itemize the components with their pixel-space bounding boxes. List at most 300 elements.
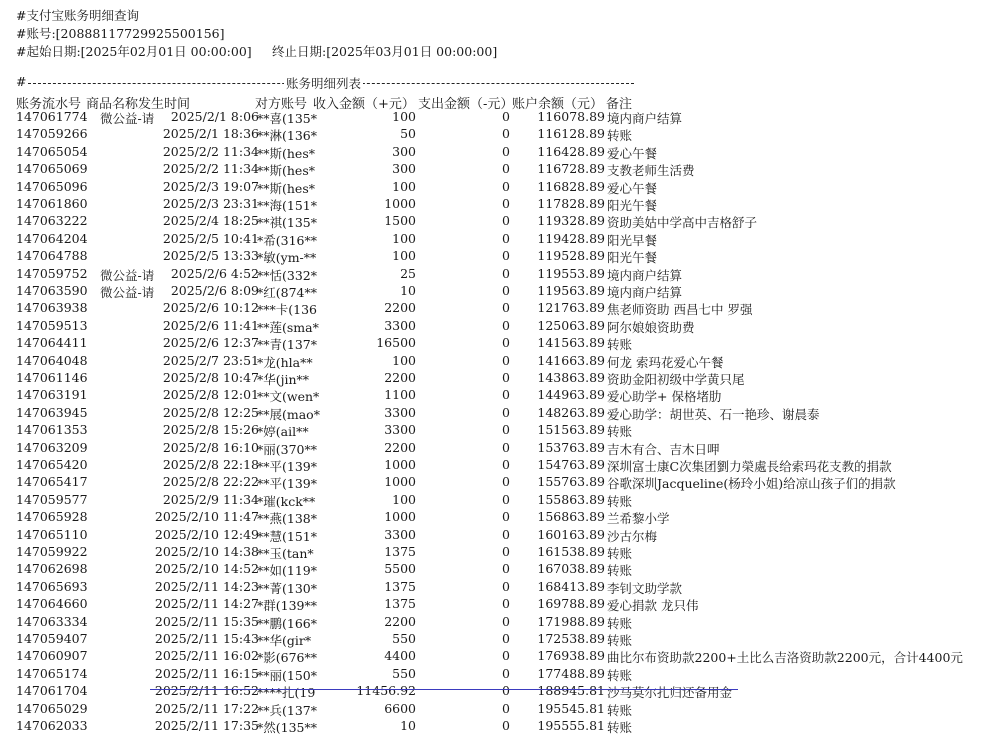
cell-time: 2025/2/6 12:37 — [162, 335, 259, 351]
cell-item: 微公益-请 — [100, 285, 155, 300]
cell-id: 147064788 — [16, 248, 88, 264]
separator-hash: # — [16, 74, 27, 89]
cell-time: 2025/2/10 14:38 — [154, 544, 259, 559]
table-row — [0, 596, 1000, 613]
cell-balance: 168413.89 — [537, 578, 605, 594]
cell-time: 2025/2/8 15:26 — [162, 422, 259, 438]
cell-note: 爱心捐款 龙只伟 — [607, 598, 699, 614]
cell-expense: 0 — [502, 143, 510, 159]
table-row — [0, 579, 1000, 596]
cell-note: 转账 — [607, 493, 633, 509]
table-row — [0, 266, 1000, 283]
cell-id: 147065069 — [16, 161, 88, 177]
cell-id: 147062033 — [16, 718, 88, 733]
col-header-id: 账务流水号 — [16, 97, 82, 112]
cell-id: 147062698 — [16, 561, 88, 577]
cell-income: 16500 — [376, 335, 416, 351]
cell-balance: 119528.89 — [537, 248, 605, 264]
table-row — [0, 440, 1000, 457]
cell-id: 147065054 — [16, 143, 88, 159]
table-row — [0, 353, 1000, 370]
cell-note: 转账 — [607, 667, 633, 683]
cell-time: 2025/2/5 10:41 — [162, 230, 259, 246]
table-row — [0, 509, 1000, 526]
cell-expense: 0 — [502, 126, 510, 142]
cell-note: 谷歌深圳Jacqueline(杨玲小姐)给凉山孩子们的捐款 — [607, 476, 896, 492]
cell-time: 2025/2/8 22:18 — [162, 457, 259, 472]
table-row — [0, 231, 1000, 248]
cell-time: 2025/2/11 16:02 — [154, 648, 259, 664]
cell-acct: **青(137* — [257, 337, 317, 353]
cell-income: 50 — [400, 126, 416, 142]
cell-time: 2025/2/10 14:52 — [154, 561, 259, 577]
table-row — [0, 561, 1000, 578]
cell-time: 2025/2/3 23:31 — [162, 196, 259, 211]
cell-time: 2025/2/11 14:23 — [154, 578, 259, 594]
cell-id: 147063209 — [16, 439, 88, 455]
table-row — [0, 422, 1000, 439]
cell-time: 2025/2/5 13:33 — [162, 248, 259, 264]
cell-note: 爱心助学+ 保格堵肋 — [607, 389, 722, 405]
cell-acct: **燕(138* — [257, 511, 317, 527]
cell-note: 转账 — [607, 424, 633, 440]
cell-note: 境内商户结算 — [607, 285, 683, 300]
cell-income: 2200 — [384, 613, 416, 629]
cell-acct: *婷(ail** — [257, 424, 309, 440]
cell-id: 147063222 — [16, 213, 88, 229]
cell-acct: **淋(136* — [257, 128, 317, 144]
cell-expense: 0 — [502, 248, 510, 264]
cell-acct: *龙(hla** — [257, 354, 313, 370]
cell-income: 10 — [400, 283, 416, 298]
cell-acct: **平(139* — [257, 459, 317, 474]
cell-note: 转账 — [607, 702, 633, 718]
cell-expense: 0 — [502, 457, 510, 472]
cell-income: 100 — [392, 352, 416, 368]
cell-id: 147059513 — [16, 317, 88, 333]
cell-acct: **展(mao* — [257, 406, 320, 422]
table-row — [0, 544, 1000, 561]
cell-acct: **慧(151* — [257, 528, 317, 544]
cell-expense: 0 — [502, 718, 510, 733]
cell-balance: 155863.89 — [537, 491, 605, 507]
cell-acct: **斯(hes* — [257, 163, 315, 179]
table-row — [0, 631, 1000, 648]
cell-acct: **斯(hes* — [257, 180, 315, 196]
cell-time: 2025/2/6 10:12 — [162, 300, 259, 316]
cell-expense: 0 — [502, 370, 510, 385]
cell-income: 1375 — [384, 578, 416, 594]
col-header-income: 收入金额（+元） — [313, 97, 415, 112]
cell-time: 2025/2/7 23:51 — [162, 352, 259, 368]
cell-time: 2025/2/6 11:41 — [162, 317, 259, 333]
cell-id: 147063191 — [16, 387, 88, 403]
col-header-time: 发生时间 — [138, 97, 191, 112]
cell-note: 境内商户结算 — [607, 111, 683, 126]
table-row — [0, 109, 1000, 126]
cell-acct: *璀(kck** — [257, 493, 316, 509]
cell-id: 147063334 — [16, 613, 88, 629]
cell-item: 微公益-请 — [100, 267, 155, 283]
cell-id: 147065110 — [16, 526, 88, 542]
cell-acct: **海(151* — [257, 198, 317, 213]
cell-expense: 0 — [502, 352, 510, 368]
cell-expense: 0 — [502, 196, 510, 211]
cell-expense: 0 — [502, 178, 510, 194]
cell-id: 147065420 — [16, 457, 88, 472]
cell-id: 147065174 — [16, 665, 88, 681]
table-row — [0, 666, 1000, 683]
cell-id: 147059922 — [16, 544, 88, 559]
cell-balance: 119328.89 — [537, 213, 605, 229]
cell-income: 25 — [400, 265, 416, 281]
cell-balance: 116078.89 — [537, 109, 605, 124]
cell-balance: 169788.89 — [537, 596, 605, 612]
table-row — [0, 370, 1000, 387]
account-line: #账号:[20888117729925500156] — [16, 26, 225, 41]
table-row — [0, 701, 1000, 718]
table-row — [0, 492, 1000, 509]
cell-balance: 121763.89 — [537, 300, 605, 316]
cell-income: 10 — [400, 718, 416, 733]
cell-note: 兰希黎小学 — [607, 511, 670, 527]
cell-note: 沙马莫尔扎归还备用金 — [607, 685, 733, 701]
cell-id: 147065417 — [16, 474, 88, 490]
cell-balance: 141663.89 — [537, 352, 605, 368]
cell-balance: 116828.89 — [537, 178, 605, 194]
cell-id: 147061704 — [16, 683, 88, 699]
table-row — [0, 179, 1000, 196]
cell-time: 2025/2/10 12:49 — [154, 526, 259, 542]
cell-acct: *然(135** — [257, 720, 317, 735]
cell-acct: **莲(sma* — [257, 319, 319, 335]
cell-note: 深圳富士康C次集团劉力榮處長给索玛花支教的捐款 — [607, 459, 892, 474]
cell-acct: *红(874** — [257, 285, 317, 300]
cell-income: 2200 — [384, 300, 416, 316]
cell-id: 147064204 — [16, 230, 88, 246]
cell-balance: 153763.89 — [537, 439, 605, 455]
cell-income: 100 — [392, 491, 416, 507]
cell-income: 3300 — [384, 526, 416, 542]
cell-income: 1000 — [384, 457, 416, 472]
cell-time: 2025/2/11 16:15 — [154, 665, 259, 681]
cell-note: 转账 — [607, 563, 633, 579]
cell-note: 阿尔娘娘资助费 — [607, 319, 695, 335]
cell-item: 微公益-请 — [100, 111, 155, 126]
cell-income: 1000 — [384, 196, 416, 211]
cell-income: 1375 — [384, 596, 416, 612]
cell-note: 曲比尔布资助款2200+土比么吉洛资助款2200元，合计4400元 — [607, 650, 963, 666]
cell-expense: 0 — [502, 265, 510, 281]
cell-id: 147059266 — [16, 126, 88, 142]
cell-expense: 0 — [502, 161, 510, 177]
cell-income: 1000 — [384, 474, 416, 490]
table-row — [0, 474, 1000, 491]
table-row — [0, 718, 1000, 735]
cell-id: 147064411 — [16, 335, 88, 351]
cell-id: 147059752 — [16, 265, 88, 281]
cell-expense: 0 — [502, 387, 510, 403]
cell-note: 爱心午餐 — [607, 145, 658, 161]
cell-note: 资助金阳初级中学黄只尾 — [607, 372, 745, 387]
cell-time: 2025/2/2 11:34 — [162, 161, 259, 177]
cell-income: 4400 — [384, 648, 416, 664]
cell-income: 3300 — [384, 317, 416, 333]
cell-note: 转账 — [607, 128, 633, 144]
cell-time: 2025/2/4 18:25 — [162, 213, 259, 229]
cell-expense: 0 — [502, 578, 510, 594]
cell-income: 11456.92 — [356, 683, 416, 699]
cell-time: 2025/2/1 8:06 — [170, 109, 259, 124]
cell-expense: 0 — [502, 317, 510, 333]
cell-balance: 148263.89 — [537, 404, 605, 420]
document-title: #支付宝账务明细查询 — [16, 8, 139, 23]
cell-time: 2025/2/8 22:22 — [162, 474, 259, 490]
table-row — [0, 335, 1000, 352]
cell-id: 147065928 — [16, 509, 88, 525]
cell-time: 2025/2/8 12:01 — [162, 387, 259, 403]
cell-expense: 0 — [502, 283, 510, 298]
cell-balance: 167038.89 — [537, 561, 605, 577]
cell-income: 100 — [392, 248, 416, 264]
cell-acct: **斯(hes* — [257, 145, 315, 161]
cell-balance: 161538.89 — [537, 544, 605, 559]
cell-balance: 160163.89 — [537, 526, 605, 542]
cell-expense: 0 — [502, 596, 510, 612]
cell-time: 2025/2/8 12:25 — [162, 404, 259, 420]
cell-note: 转账 — [607, 337, 633, 353]
cell-expense: 0 — [502, 230, 510, 246]
table-row — [0, 527, 1000, 544]
cell-time: 2025/2/11 14:27 — [154, 596, 259, 612]
cell-id: 147059577 — [16, 491, 88, 507]
cell-time: 2025/2/11 16:52 — [154, 683, 259, 699]
cell-balance: 172538.89 — [537, 631, 605, 646]
cell-acct: *敏(ym-** — [257, 250, 317, 266]
cell-time: 2025/2/6 4:52 — [170, 265, 259, 281]
cell-expense: 0 — [502, 613, 510, 629]
cell-income: 1000 — [384, 509, 416, 525]
cell-expense: 0 — [502, 648, 510, 664]
cell-acct: **鹏(166* — [257, 615, 317, 631]
col-header-item: 商品名称 — [86, 97, 139, 112]
table-row — [0, 126, 1000, 143]
cell-acct: *华(jin** — [257, 372, 310, 387]
table-row — [0, 614, 1000, 631]
cell-id: 147065029 — [16, 700, 88, 716]
cell-time: 2025/2/11 17:35 — [154, 718, 259, 733]
cell-id: 147061146 — [16, 370, 88, 385]
cell-balance: 156863.89 — [537, 509, 605, 525]
cell-note: 沙古尔梅 — [607, 528, 658, 544]
separator-title: 账务明细列表 — [286, 76, 362, 91]
cell-id: 147061774 — [16, 109, 88, 124]
cell-balance: 155763.89 — [537, 474, 605, 490]
cell-balance: 125063.89 — [537, 317, 605, 333]
cell-note: 转账 — [607, 615, 633, 631]
cell-expense: 0 — [502, 422, 510, 438]
cell-income: 3300 — [384, 404, 416, 420]
cell-expense: 0 — [502, 109, 510, 124]
cell-expense: 0 — [502, 509, 510, 525]
cell-time: 2025/2/2 11:34 — [162, 143, 259, 159]
cell-id: 147060907 — [16, 648, 88, 664]
cell-time: 2025/2/3 19:07 — [162, 178, 259, 194]
cell-time: 2025/2/8 10:47 — [162, 370, 259, 385]
cell-note: 转账 — [607, 633, 633, 648]
cell-id: 147064660 — [16, 596, 88, 612]
table-row — [0, 405, 1000, 422]
cell-income: 1500 — [384, 213, 416, 229]
cell-income: 300 — [392, 143, 416, 159]
cell-id: 147059407 — [16, 631, 88, 646]
cell-time: 2025/2/10 11:47 — [154, 509, 259, 525]
cell-acct: *群(139** — [257, 598, 317, 614]
cell-note: 吉木有合、吉木日呷 — [607, 441, 720, 457]
cell-balance: 195555.81 — [537, 718, 605, 733]
cell-note: 爱心午餐 — [607, 180, 658, 196]
cell-expense: 0 — [502, 526, 510, 542]
cell-income: 550 — [392, 665, 416, 681]
table-row — [0, 283, 1000, 300]
cell-expense: 0 — [502, 335, 510, 351]
end-date-line: 终止日期:[2025年03月01日 00:00:00] — [272, 44, 498, 59]
cell-acct: **喜(135* — [257, 111, 317, 126]
cell-balance: 144963.89 — [537, 387, 605, 403]
table-row — [0, 300, 1000, 317]
cell-time: 2025/2/11 15:43 — [154, 631, 259, 646]
cell-acct: ***卡(136 — [257, 302, 317, 318]
cell-expense: 0 — [502, 213, 510, 229]
cell-time: 2025/2/6 8:09 — [170, 283, 259, 298]
col-header-note: 备注 — [606, 97, 633, 112]
cell-expense: 0 — [502, 300, 510, 316]
cell-acct: **丽(150* — [257, 667, 317, 683]
cell-note: 境内商户结算 — [607, 267, 683, 283]
table-separator — [16, 76, 636, 90]
cell-acct: **如(119* — [257, 563, 317, 579]
cell-id: 147061353 — [16, 422, 88, 438]
highlight-underline — [150, 689, 738, 690]
cell-balance: 151563.89 — [537, 422, 605, 438]
cell-id: 147064048 — [16, 352, 88, 368]
cell-income: 1375 — [384, 544, 416, 559]
table-row — [0, 387, 1000, 404]
cell-income: 2200 — [384, 370, 416, 385]
col-header-acct: 对方账号 — [255, 97, 308, 112]
cell-time: 2025/2/8 16:10 — [162, 439, 259, 455]
col-header-balance: 账户余额（元） — [512, 97, 604, 112]
cell-acct: **玉(tan* — [257, 546, 314, 561]
cell-balance: 188945.81 — [537, 683, 605, 699]
cell-acct: **文(wen* — [257, 389, 320, 405]
cell-balance: 119428.89 — [537, 230, 605, 246]
cell-expense: 0 — [502, 404, 510, 420]
col-header-expense: 支出金额（-元） — [418, 97, 514, 112]
cell-balance: 195545.81 — [537, 700, 605, 716]
cell-id: 147063590 — [16, 283, 88, 298]
cell-balance: 177488.89 — [537, 665, 605, 681]
cell-income: 5500 — [384, 561, 416, 577]
cell-balance: 119553.89 — [537, 265, 605, 281]
cell-expense: 0 — [502, 700, 510, 716]
cell-note: 支教老师生活费 — [607, 163, 695, 179]
cell-expense: 0 — [502, 491, 510, 507]
cell-income: 100 — [392, 178, 416, 194]
cell-income: 100 — [392, 109, 416, 124]
cell-expense: 0 — [502, 439, 510, 455]
cell-acct: **菁(130* — [257, 580, 317, 596]
cell-expense: 0 — [502, 683, 510, 699]
cell-balance: 171988.89 — [537, 613, 605, 629]
cell-id: 147065693 — [16, 578, 88, 594]
cell-acct: **兵(137* — [257, 702, 317, 718]
cell-acct: *希(316** — [257, 232, 317, 248]
cell-expense: 0 — [502, 665, 510, 681]
table-row — [0, 457, 1000, 474]
cell-acct: *影(676** — [257, 650, 317, 666]
cell-note: 李钊文助学款 — [607, 580, 683, 596]
cell-income: 550 — [392, 631, 416, 646]
cell-expense: 0 — [502, 474, 510, 490]
cell-acct: ****扎(19 — [257, 685, 316, 701]
cell-id: 147063945 — [16, 404, 88, 420]
cell-note: 阳光午餐 — [607, 250, 658, 266]
table-row — [0, 213, 1000, 230]
cell-income: 2200 — [384, 439, 416, 455]
table-row — [0, 144, 1000, 161]
cell-income: 3300 — [384, 422, 416, 438]
cell-note: 爱心助学：胡世英、石一艳珍、谢晨泰 — [607, 406, 820, 422]
cell-note: 焦老师资助 西昌七中 罗强 — [607, 302, 753, 318]
table-row — [0, 161, 1000, 178]
cell-note: 转账 — [607, 546, 633, 561]
cell-balance: 119563.89 — [537, 283, 605, 298]
table-row — [0, 683, 1000, 700]
cell-id: 147065096 — [16, 178, 88, 194]
start-date-line: #起始日期:[2025年02月01日 00:00:00] — [16, 44, 252, 59]
cell-income: 300 — [392, 161, 416, 177]
cell-acct: **华(gir* — [257, 633, 312, 648]
table-row — [0, 648, 1000, 665]
cell-id: 147061860 — [16, 196, 88, 211]
cell-acct: **祺(135* — [257, 215, 317, 231]
cell-note: 何龙 索玛花爱心午餐 — [607, 354, 724, 370]
cell-time: 2025/2/11 15:35 — [154, 613, 259, 629]
table-row — [0, 318, 1000, 335]
cell-expense: 0 — [502, 544, 510, 559]
table-row — [0, 248, 1000, 265]
table-row — [0, 196, 1000, 213]
cell-income: 100 — [392, 230, 416, 246]
cell-note: 资助美姑中学高中吉格舒子 — [607, 215, 758, 231]
cell-note: 阳光午餐 — [607, 198, 658, 213]
cell-income: 6600 — [384, 700, 416, 716]
cell-note: 阳光早餐 — [607, 232, 658, 248]
cell-balance: 116128.89 — [537, 126, 605, 142]
cell-expense: 0 — [502, 631, 510, 646]
cell-expense: 0 — [502, 561, 510, 577]
cell-balance: 116728.89 — [537, 161, 605, 177]
cell-balance: 176938.89 — [537, 648, 605, 664]
cell-income: 1100 — [384, 387, 416, 403]
cell-note: 转账 — [607, 720, 633, 735]
cell-time: 2025/2/1 18:36 — [162, 126, 259, 142]
cell-balance: 141563.89 — [537, 335, 605, 351]
cell-time: 2025/2/9 11:34 — [162, 491, 259, 507]
cell-balance: 117828.89 — [537, 196, 605, 211]
cell-acct: **恬(332* — [257, 267, 317, 283]
